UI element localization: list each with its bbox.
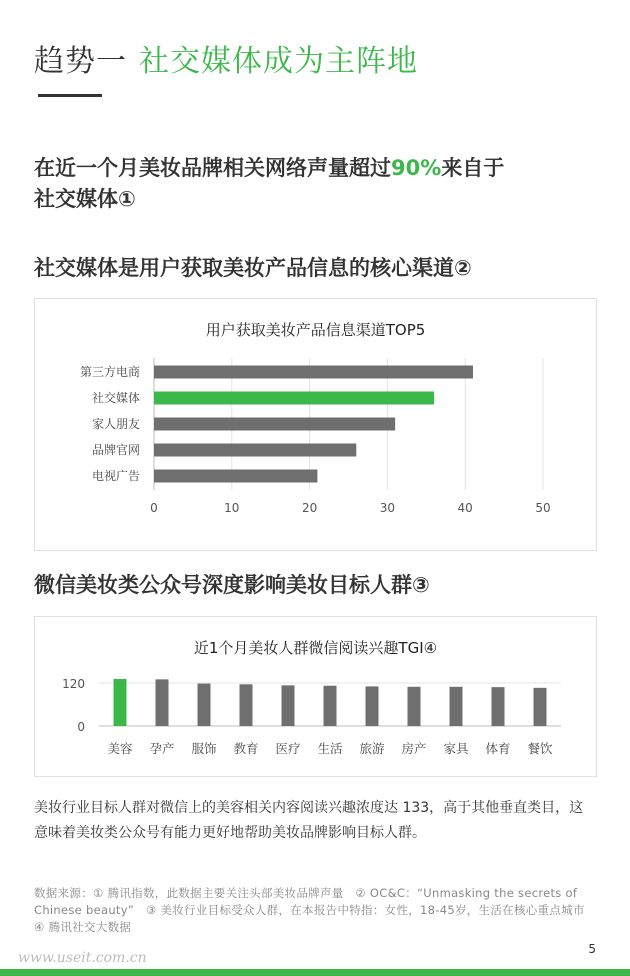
chart2-category-label: 服饰 xyxy=(191,741,217,756)
chart2-category-label: 餐饮 xyxy=(527,741,553,756)
chart1-x-tick-label: 20 xyxy=(301,501,318,515)
chart2-bar xyxy=(408,687,421,726)
chart1-category-label: 电视广告 xyxy=(91,469,140,483)
title-underline xyxy=(38,94,102,97)
chart2-category-label: 美容 xyxy=(107,741,133,756)
chart2-category-label: 家具 xyxy=(443,741,469,756)
chart1-x-tick-label: 30 xyxy=(379,501,396,515)
chart2-category-label: 生活 xyxy=(317,741,343,756)
chart2-bar xyxy=(240,684,253,726)
chart1-category-label: 家人朋友 xyxy=(91,417,140,431)
chart2-bar xyxy=(450,687,463,726)
chart1-x-tick-label: 50 xyxy=(535,501,551,515)
chart2-svg xyxy=(35,617,596,776)
section3-heading: 微信美妆类公众号深度影响美妆目标人群③ xyxy=(34,573,430,597)
title-main: 社交媒体成为主阵地 xyxy=(139,44,418,79)
chart2-category-label: 旅游 xyxy=(359,741,385,756)
chart2-bar xyxy=(282,685,295,726)
chart1-x-tick-label: 0 xyxy=(150,501,158,515)
chart2-y-tick-label: 0 xyxy=(77,720,85,734)
chart2-y-tick-label: 120 xyxy=(62,677,85,691)
chart1-category-label: 第三方电商 xyxy=(79,365,140,379)
section1-line2: 社交媒体① xyxy=(34,187,136,211)
chart1-x-tick-label: 40 xyxy=(457,501,473,515)
chart2-category-label: 医疗 xyxy=(275,741,301,756)
chart1-bar xyxy=(154,392,434,405)
section1-line1-a: 在近一个月美妆品牌相关网络声量超过 xyxy=(34,156,391,180)
page-title xyxy=(34,36,418,80)
chart2-card xyxy=(34,616,597,777)
chart2-bar xyxy=(324,686,337,726)
section2-heading: 社交媒体是用户获取美妆产品信息的核心渠道② xyxy=(34,256,472,280)
chart1-x-tick-label: 10 xyxy=(224,501,240,515)
chart1-bar xyxy=(154,366,473,379)
section1-highlight: 90% xyxy=(391,156,442,180)
section1-heading xyxy=(34,153,504,215)
chart1-bar xyxy=(154,470,317,483)
chart2-bar xyxy=(492,687,505,726)
chart2-bar xyxy=(366,686,379,726)
chart2-bar xyxy=(534,688,547,726)
chart1-category-label: 品牌官网 xyxy=(91,443,140,457)
chart2-bar xyxy=(198,684,211,726)
chart2-category-label: 孕产 xyxy=(149,741,175,756)
chart1-title: 用户获取美妆产品信息渠道TOP5 xyxy=(205,321,426,339)
chart1-card xyxy=(34,298,597,551)
bottom-accent-bar xyxy=(0,969,630,976)
chart2-bar xyxy=(156,679,169,726)
chart1-bar xyxy=(154,444,356,457)
body-paragraph: 美妆行业目标人群对微信上的美容相关内容阅读兴趣浓度达 133，高于其他垂直类目，这意味着美妆类公众号有能力更好地帮助美妆品牌影响目标人群。 xyxy=(34,800,584,841)
chart1-category-label: 社交媒体 xyxy=(91,391,140,405)
chart2-category-label: 房产 xyxy=(401,741,427,756)
chart2-title: 近1个月美妆人群微信阅读兴趣TGI④ xyxy=(193,639,438,657)
footnote: 数据来源：① 腾讯指数，此数据主要关注头部美妆品牌声量 ② OC&C：“Unmasking the secrets of Chinese beauty” ③ 美妆行业目标受众人群，在本报告中特指：女性，18-45岁，生活在核心重点城市 ④ 腾讯社交大数据 xyxy=(34,886,597,934)
title-prefix: 趋势一 xyxy=(34,44,127,79)
chart2-bar xyxy=(114,679,127,726)
page-number: 5 xyxy=(588,942,596,956)
chart1-bar xyxy=(154,418,395,431)
watermark: www.useit.com.cn xyxy=(18,950,147,966)
chart2-category-label: 教育 xyxy=(233,741,259,756)
chart2-category-label: 体育 xyxy=(485,741,511,756)
chart1-svg xyxy=(35,299,596,550)
section1-line1-b: 来自于 xyxy=(441,156,505,180)
